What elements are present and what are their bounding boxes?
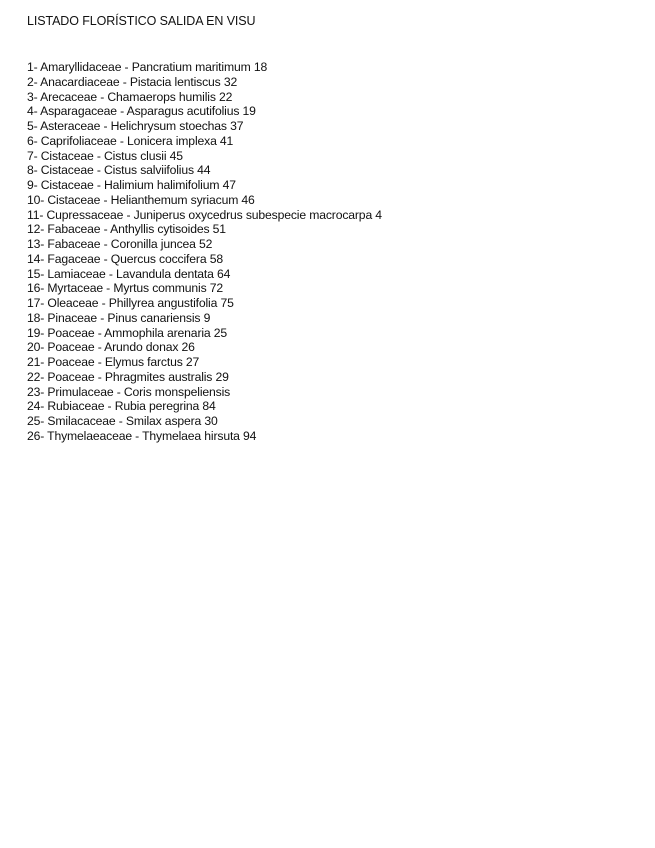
- list-item: 7- Cistaceae - Cistus clusii 45: [27, 148, 183, 163]
- list-item: 9- Cistaceae - Halimium halimifolium 47: [27, 178, 236, 192]
- list-item: 25- Smilacaceae - Smilax aspera 30: [27, 414, 218, 428]
- species-list: [27, 60, 382, 444]
- list-item: 4- Asparagaceae - Asparagus acutifolius 19: [27, 104, 256, 119]
- list-item: 3- Arecaceae - Chamaerops humilis 22: [27, 89, 233, 104]
- list-item: 1- Amaryllidaceae - Pancratium maritimum 18: [27, 60, 268, 74]
- list-item: 20- Poaceae - Arundo donax 26: [27, 340, 195, 355]
- list-item: 13- Fabaceae - Coronilla juncea 52: [27, 237, 213, 251]
- list-item: 15- Lamiaceae - Lavandula dentata 64: [27, 266, 231, 281]
- list-item: 12- Fabaceae - Anthyllis cytisoides 51: [27, 222, 226, 237]
- list-item: 19- Poaceae - Ammophila arenaria 25: [27, 325, 228, 340]
- list-item: 14- Fagaceae - Quercus coccifera 58: [27, 251, 223, 266]
- list-item: 24- Rubiaceae - Rubia peregrina 84: [27, 399, 216, 414]
- list-item: 6- Caprifoliaceae - Lonicera implexa 41: [27, 133, 234, 148]
- list-item: 23- Primulaceae - Coris monspeliensis: [27, 384, 231, 399]
- list-item: 16- Myrtaceae - Myrtus communis 72: [27, 281, 224, 296]
- list-item: 8- Cistaceae - Cistus salviifolius 44: [27, 163, 211, 178]
- list-item: 18- Pinaceae - Pinus canariensis 9: [27, 310, 211, 325]
- list-item: 17- Oleaceae - Phillyrea angustifolia 75: [27, 296, 234, 310]
- list-item: 10- Cistaceae - Helianthemum syriacum 46: [27, 192, 255, 207]
- document-title: LISTADO FLORÍSTICO SALIDA EN VISU: [27, 14, 256, 28]
- list-item: 5- Asteraceae - Helichrysum stoechas 37: [27, 119, 244, 133]
- list-item: 2- Anacardiaceae - Pistacia lentiscus 32: [27, 74, 238, 89]
- list-item: 22- Poaceae - Phragmites australis 29: [27, 369, 229, 384]
- list-item: 21- Poaceae - Elymus farctus 27: [27, 355, 200, 369]
- list-item: 11- Cupressaceae - Juniperus oxycedrus subespecie macrocarpa 4: [27, 207, 382, 222]
- list-item: 26- Thymelaeaceae - Thymelaea hirsuta 94: [27, 428, 257, 443]
